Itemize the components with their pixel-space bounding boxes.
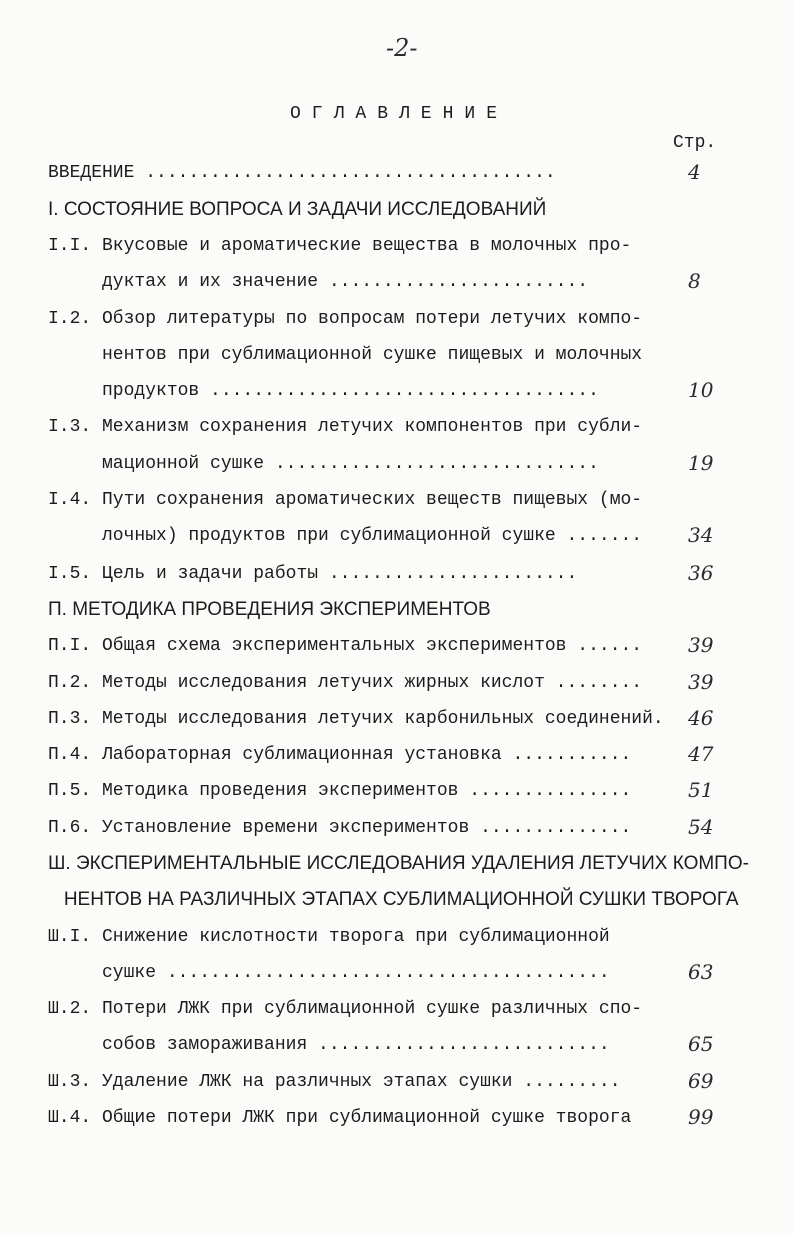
toc-page-number: 51: [688, 778, 714, 802]
toc-page-number: 8: [688, 269, 701, 293]
toc-entry-line: мационной сушке ..............................: [48, 454, 599, 474]
toc-entry-line: ВВЕДЕНИЕ ......................................: [48, 163, 556, 183]
toc-entry-line: дуктах и их значение ........................: [48, 272, 589, 292]
toc-entry-line: I.5. Цель и задачи работы .......................: [48, 564, 578, 584]
toc-section-heading: I. СОСТОЯНИЕ ВОПРОСА И ЗАДАЧИ ИССЛЕДОВАНИЙ: [48, 199, 547, 220]
toc-entry-line: I.I. Вкусовые и ароматические вещества в молочных про-: [48, 236, 632, 256]
toc-entry-line: П.6. Установление времени экспериментов ..............: [48, 818, 632, 838]
toc-entry-line: Ш.4. Общие потери ЛЖК при сублимационной сушке творога: [48, 1108, 632, 1128]
toc-section-heading: П. МЕТОДИКА ПРОВЕДЕНИЯ ЭКСПЕРИМЕНТОВ: [48, 599, 491, 620]
toc-page-number: 47: [688, 742, 714, 766]
toc-entry-line: П.2. Методы исследования летучих жирных кислот ........: [48, 673, 643, 693]
toc-entry-line: Ш.3. Удаление ЛЖК на различных этапах сушки .........: [48, 1072, 621, 1092]
toc-section-heading: НЕНТОВ НА РАЗЛИЧНЫХ ЭТАПАХ СУБЛИМАЦИОННОЙ СУШКИ ТВОРОГА: [48, 889, 739, 910]
toc-page-number: 34: [688, 523, 714, 547]
page-number: -2-: [386, 34, 418, 62]
toc-entry-line: П.I. Общая схема экспериментальных экспериментов ......: [48, 636, 643, 656]
toc-entry-line: Ш.2. Потери ЛЖК при сублимационной сушке различных спо-: [48, 999, 643, 1019]
toc-page-number: 99: [688, 1105, 714, 1129]
toc-entry-line: П.4. Лабораторная сублимационная установка ...........: [48, 745, 632, 765]
toc-entry-line: лочных) продуктов при сублимационной сушке .......: [48, 526, 643, 546]
toc-page-number: 54: [688, 815, 714, 839]
toc-entry-line: сушке .........................................: [48, 963, 610, 983]
toc-page-number: 19: [688, 451, 714, 475]
toc-page-number: 69: [688, 1069, 714, 1093]
toc-page-number: 39: [688, 670, 714, 694]
toc-entry-line: П.5. Методика проведения экспериментов ...............: [48, 781, 632, 801]
toc-page-number: 46: [688, 706, 714, 730]
toc-entry-line: I.2. Обзор литературы по вопросам потери летучих компо-: [48, 309, 643, 329]
toc-entry-line: П.3. Методы исследования летучих карбонильных соединений.: [48, 709, 664, 729]
toc-page-number: 63: [688, 960, 714, 984]
toc-entry-line: I.3. Механизм сохранения летучих компонентов при субли-: [48, 417, 643, 437]
toc-entry-line: I.4. Пути сохранения ароматических веществ пищевых (мо-: [48, 490, 643, 510]
toc-page-number: 65: [688, 1032, 714, 1056]
toc-page-number: 36: [688, 561, 714, 585]
toc-entry-line: собов замораживания ...........................: [48, 1035, 610, 1055]
toc-entry-line: Ш.I. Снижение кислотности творога при сублимационной: [48, 927, 610, 947]
toc-entry-line: продуктов ....................................: [48, 381, 599, 401]
toc-page-number: 4: [688, 160, 701, 184]
toc-section-heading: Ш. ЭКСПЕРИМЕНТАЛЬНЫЕ ИССЛЕДОВАНИЯ УДАЛЕНИЯ ЛЕТУЧИХ КОМПО-: [48, 853, 749, 874]
page-column-label: Стр.: [673, 133, 717, 153]
toc-page-number: 10: [688, 378, 714, 402]
toc-entry-line: нентов при сублимационной сушке пищевых и молочных: [48, 345, 643, 365]
toc-page-number: 39: [688, 633, 714, 657]
toc-title: ОГЛАВЛЕНИЕ: [290, 104, 509, 124]
